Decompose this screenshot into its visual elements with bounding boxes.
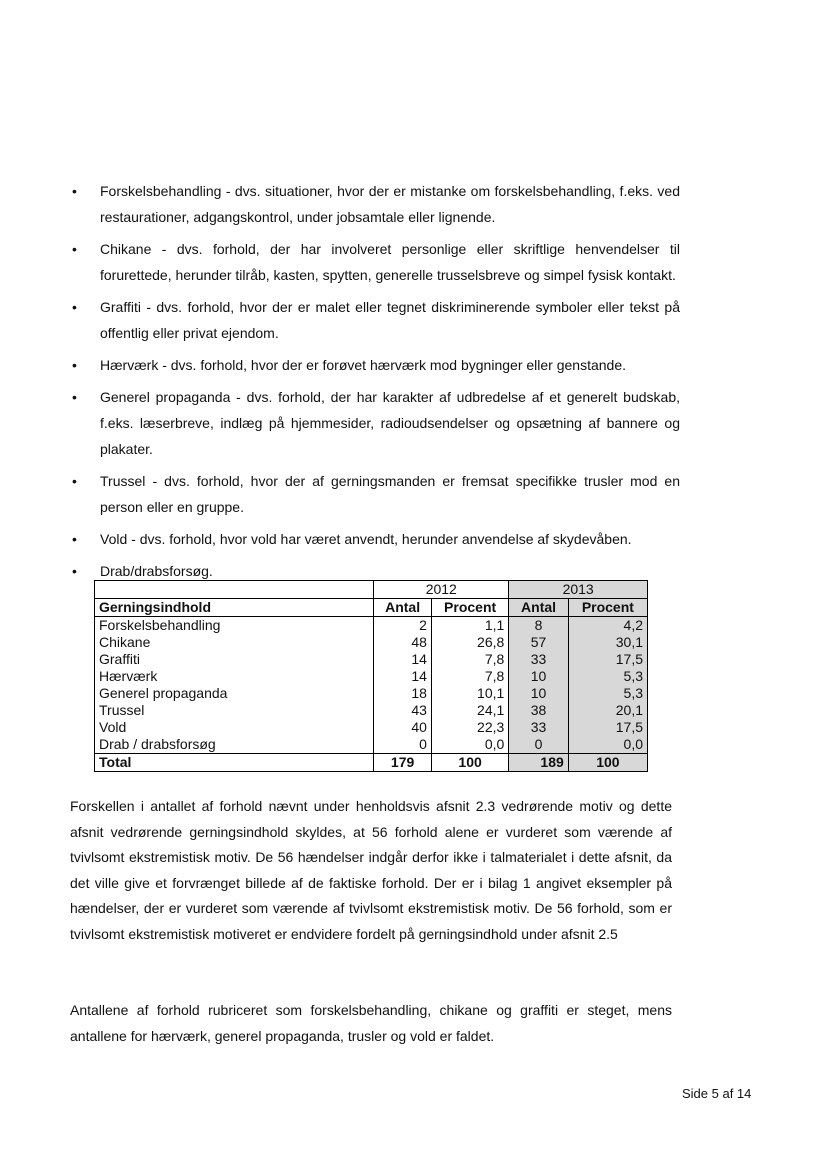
bullet-icon: • (72, 241, 77, 257)
column-header: Gerningsindhold (95, 599, 374, 617)
table-row: Generel propaganda 18 10,1 10 5,3 (95, 685, 648, 702)
bullet-icon: • (72, 357, 77, 373)
gerningsindhold-table (94, 580, 648, 772)
table-row: Forskelsbehandling 2 1,1 8 4,2 (95, 617, 648, 635)
column-header: Procent (568, 599, 647, 617)
table-row: Drab / drabsforsøg 0 0,0 0 0,0 (95, 736, 648, 754)
year-2012-header: 2012 (374, 581, 509, 599)
bullet-icon: • (72, 473, 77, 489)
column-header: Procent (431, 599, 508, 617)
bullet-icon: • (72, 299, 77, 315)
total-row: Total 179 100 189 100 (95, 754, 648, 772)
bullet-icon: • (72, 389, 77, 405)
table-row: Graffiti 14 7,8 33 17,5 (95, 651, 648, 668)
column-header: Antal (509, 599, 568, 617)
list-item: • Graffiti - dvs. forhold, hvor der er malet eller tegnet diskriminerende symboler eller tekst på offentlig eller privat ejendom. (70, 294, 680, 346)
year-2013-header: 2013 (509, 581, 648, 599)
list-item: • Hærværk - dvs. forhold, hvor der er forøvet hærværk mod bygninger eller genstande. (70, 352, 680, 378)
table-row: Chikane 48 26,8 57 30,1 (95, 634, 648, 651)
table-row: Vold 40 22,3 33 17,5 (95, 719, 648, 736)
category-definition-list (70, 178, 680, 590)
page-number: Side 5 af 14 (682, 1086, 752, 1101)
column-header: Antal (374, 599, 432, 617)
list-item: • Trussel - dvs. forhold, hvor der af gerningsmanden er fremsat specifikke trusler mod en person eller en gruppe. (70, 468, 680, 520)
list-item: • Generel propaganda - dvs. forhold, der har karakter af udbredelse af et generelt budskab, f.eks. læserbreve, indlæg på hjemmesider, radioudsendelser og opsætning af bannere og plakater. (70, 384, 680, 462)
list-item: • Vold - dvs. forhold, hvor vold har været anvendt, herunder anvendelse af skydevåben. (70, 526, 680, 552)
column-header-row (95, 599, 648, 617)
table-row: Hærværk 14 7,8 10 5,3 (95, 668, 648, 685)
bullet-icon: • (72, 563, 77, 579)
table-row: Trussel 43 24,1 38 20,1 (95, 702, 648, 719)
body-paragraph: Forskellen i antallet af forhold nævnt under henholdsvis afsnit 2.3 vedrørende motiv og dette afsnit vedrørende gerningsindhold skyldes, at 56 forhold alene er vurderet som værende af tvivlsomt ekstremistisk motiv. De 56 hændelser indgår derfor ikke i talmaterialet i dette afsnit, da det ville give et forvrænget billede af de faktiske forhold. Der er i bilag 1 angivet eksempler på hændelser, der er vurderet som værende af tvivlsomt ekstremistisk motiv. De 56 forhold, som er tvivlsomt ekstremistisk motiveret er endvidere fordelt på gerningsindhold under afsnit 2.5 (70, 798, 672, 942)
list-item: • Drab/drabsforsøg. (70, 558, 680, 584)
body-paragraph: Antallene af forhold rubriceret som forskelsbehandling, chikane og graffiti er steget, mens antallene for hærværk, generel propaganda, trusler og vold er faldet. (70, 1002, 672, 1044)
bullet-icon: • (72, 531, 77, 547)
bullet-icon: • (72, 183, 77, 199)
list-item: • Forskelsbehandling - dvs. situationer, hvor der er mistanke om forskelsbehandling, f.eks. ved restaurationer, adgangskontrol, under jobsamtale eller lignende. (70, 178, 680, 230)
year-header-row (95, 581, 648, 599)
list-item: • Chikane - dvs. forhold, der har involveret personlige eller skriftlige henvendelser til forurettede, herunder tilråb, kasten, spytten, generelle trusselsbreve og simpel fysisk kontakt. (70, 236, 680, 288)
